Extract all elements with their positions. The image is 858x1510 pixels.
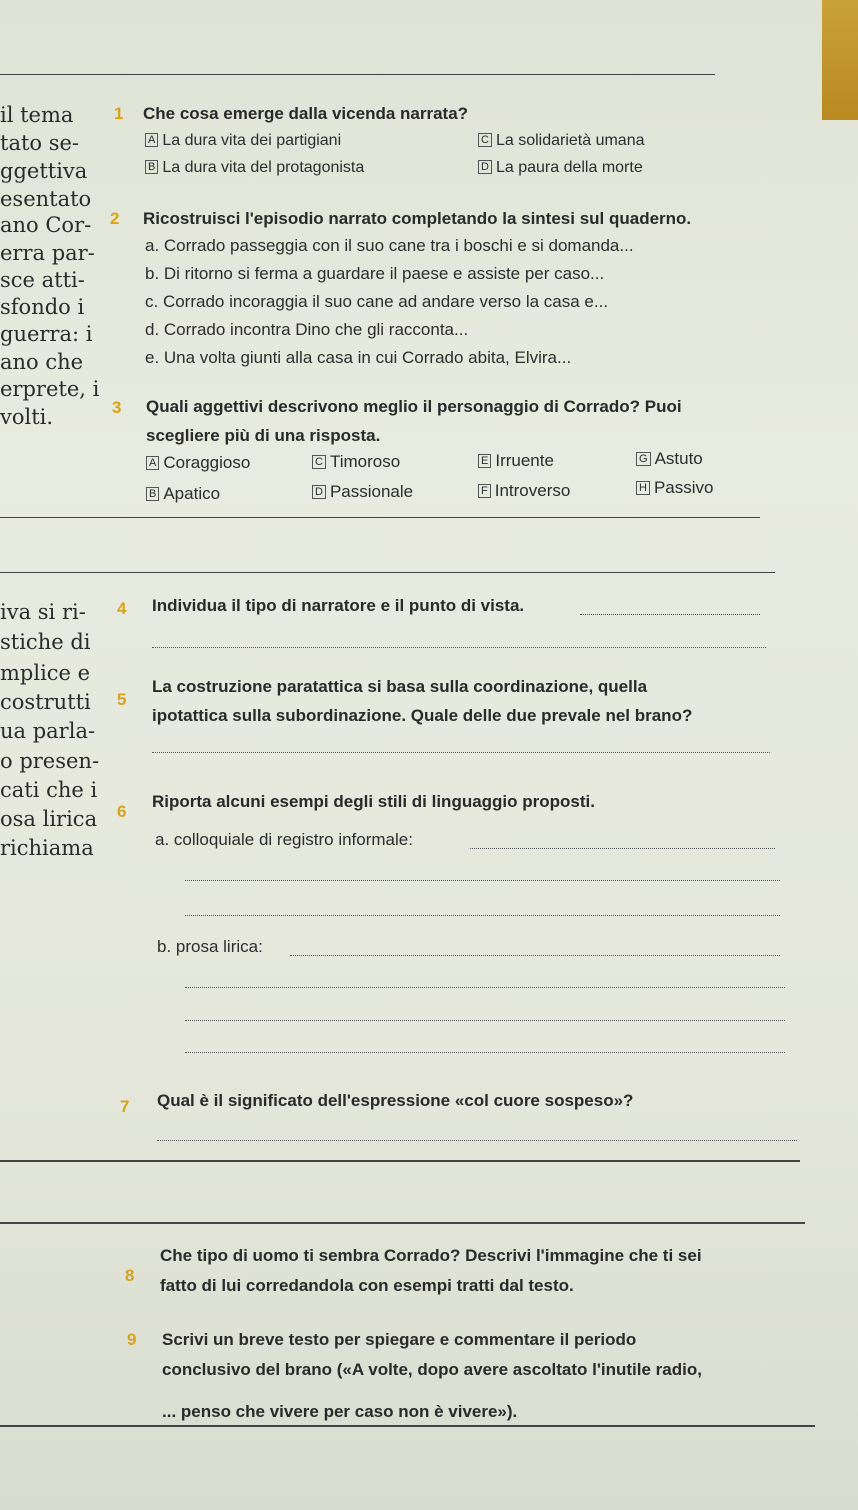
margin-line: il tema bbox=[0, 103, 74, 127]
question-number: 2 bbox=[110, 209, 120, 228]
q2-item: b. Di ritorno si ferma a guardare il paese e assiste per caso... bbox=[145, 264, 605, 283]
margin-line: costrutti bbox=[0, 690, 91, 714]
answer-line[interactable] bbox=[185, 987, 785, 988]
question-number: 4 bbox=[117, 599, 127, 618]
q3-option-f[interactable]: F Introverso bbox=[478, 481, 570, 501]
top-rule bbox=[0, 74, 715, 75]
question-number: 6 bbox=[117, 802, 127, 821]
q3-option-h[interactable]: H Passivo bbox=[636, 478, 713, 498]
q3-option-c[interactable]: C Timoroso bbox=[312, 452, 400, 472]
question-number: 5 bbox=[117, 690, 127, 709]
q2-item: d. Corrado incontra Dino che gli racconta... bbox=[145, 320, 469, 339]
question-1-text: Che cosa emerge dalla vicenda narrata? bbox=[143, 104, 469, 123]
answer-line[interactable] bbox=[157, 1140, 797, 1141]
margin-line: ggettiva bbox=[0, 159, 88, 183]
section-rule bbox=[0, 1222, 805, 1224]
q1-option-b[interactable]: B La dura vita del protagonista bbox=[145, 159, 364, 177]
question-number: 8 bbox=[125, 1266, 135, 1285]
answer-line[interactable] bbox=[152, 647, 766, 648]
margin-line: ua parla- bbox=[0, 719, 96, 743]
q2-item: e. Una volta giunti alla casa in cui Corrado abita, Elvira... bbox=[145, 348, 572, 367]
answer-line[interactable] bbox=[580, 614, 760, 615]
q1-option-d[interactable]: D La paura della morte bbox=[478, 159, 643, 177]
question-3-text: scegliere più di una risposta. bbox=[146, 426, 381, 445]
answer-line[interactable] bbox=[185, 1052, 785, 1053]
margin-line: stiche di bbox=[0, 630, 91, 654]
margin-line: tato se- bbox=[0, 131, 80, 155]
section-rule bbox=[0, 1160, 800, 1162]
margin-line: o presen- bbox=[0, 749, 100, 773]
question-9-text: ... penso che vivere per caso non è vivere»). bbox=[162, 1402, 518, 1421]
q3-option-d[interactable]: D Passionale bbox=[312, 482, 413, 502]
question-4-text: Individua il tipo di narratore e il punto di vista. bbox=[152, 596, 525, 615]
question-6-text: Riporta alcuni esempi degli stili di linguaggio proposti. bbox=[152, 792, 595, 811]
q1-option-c[interactable]: C La solidarietà umana bbox=[478, 132, 645, 150]
section-rule bbox=[0, 517, 760, 518]
answer-line[interactable] bbox=[185, 880, 780, 881]
question-5-text: La costruzione paratattica si basa sulla coordinazione, quella bbox=[152, 677, 648, 696]
q6-item-a: a. colloquiale di registro informale: bbox=[155, 830, 413, 849]
q1-option-a[interactable]: A La dura vita dei partigiani bbox=[145, 132, 341, 150]
answer-line[interactable] bbox=[185, 915, 780, 916]
answer-line[interactable] bbox=[470, 848, 775, 849]
margin-line: mplice e bbox=[0, 661, 91, 685]
q3-option-g[interactable]: G Astuto bbox=[636, 449, 703, 469]
question-9-text: conclusivo del brano («A volte, dopo avere ascoltato l'inutile radio, bbox=[162, 1360, 702, 1379]
margin-line: guerra: i bbox=[0, 322, 93, 346]
question-8-text: Che tipo di uomo ti sembra Corrado? Descrivi l'immagine che ti sei bbox=[160, 1246, 702, 1265]
answer-line[interactable] bbox=[290, 955, 780, 956]
question-number: 7 bbox=[120, 1097, 130, 1116]
question-number: 1 bbox=[114, 104, 124, 123]
q2-item: c. Corrado incoraggia il suo cane ad andare verso la casa e... bbox=[145, 292, 609, 311]
margin-line: cati che i bbox=[0, 778, 98, 802]
question-8-text: fatto di lui corredandola con esempi tratti dal testo. bbox=[160, 1276, 574, 1295]
q3-option-e[interactable]: E Irruente bbox=[478, 451, 554, 471]
margin-line: volti. bbox=[0, 405, 54, 429]
margin-line: sfondo i bbox=[0, 295, 85, 319]
margin-line: ano che bbox=[0, 350, 84, 374]
q6-item-b: b. prosa lirica: bbox=[157, 937, 263, 956]
question-3-text: Quali aggettivi descrivono meglio il personaggio di Corrado? Puoi bbox=[146, 397, 682, 416]
margin-line: esentato bbox=[0, 187, 92, 211]
margin-line: erprete, i bbox=[0, 377, 100, 401]
question-5-text: ipotattica sulla subordinazione. Quale delle due prevale nel brano? bbox=[152, 706, 693, 725]
question-number: 9 bbox=[127, 1330, 137, 1349]
q3-option-a[interactable]: A Coraggioso bbox=[146, 453, 250, 473]
margin-line: iva si ri- bbox=[0, 600, 86, 624]
margin-line: osa lirica bbox=[0, 807, 98, 831]
section-rule bbox=[0, 572, 775, 573]
question-2-text: Ricostruisci l'episodio narrato completando la sintesi sul quaderno. bbox=[143, 209, 692, 228]
question-7-text: Qual è il significato dell'espressione «col cuore sospeso»? bbox=[157, 1091, 634, 1110]
answer-line[interactable] bbox=[185, 1020, 785, 1021]
section-rule bbox=[0, 1425, 815, 1427]
margin-line: ano Cor- bbox=[0, 213, 92, 237]
margin-line: richiama bbox=[0, 836, 94, 860]
question-number: 3 bbox=[112, 398, 122, 417]
margin-line: erra par- bbox=[0, 241, 95, 265]
page-corner bbox=[822, 0, 858, 120]
q3-option-b[interactable]: B Apatico bbox=[146, 484, 220, 504]
answer-line[interactable] bbox=[152, 752, 770, 753]
q2-item: a. Corrado passeggia con il suo cane tra i boschi e si domanda... bbox=[145, 236, 634, 255]
margin-line: sce atti- bbox=[0, 268, 85, 292]
question-9-text: Scrivi un breve testo per spiegare e commentare il periodo bbox=[162, 1330, 637, 1349]
